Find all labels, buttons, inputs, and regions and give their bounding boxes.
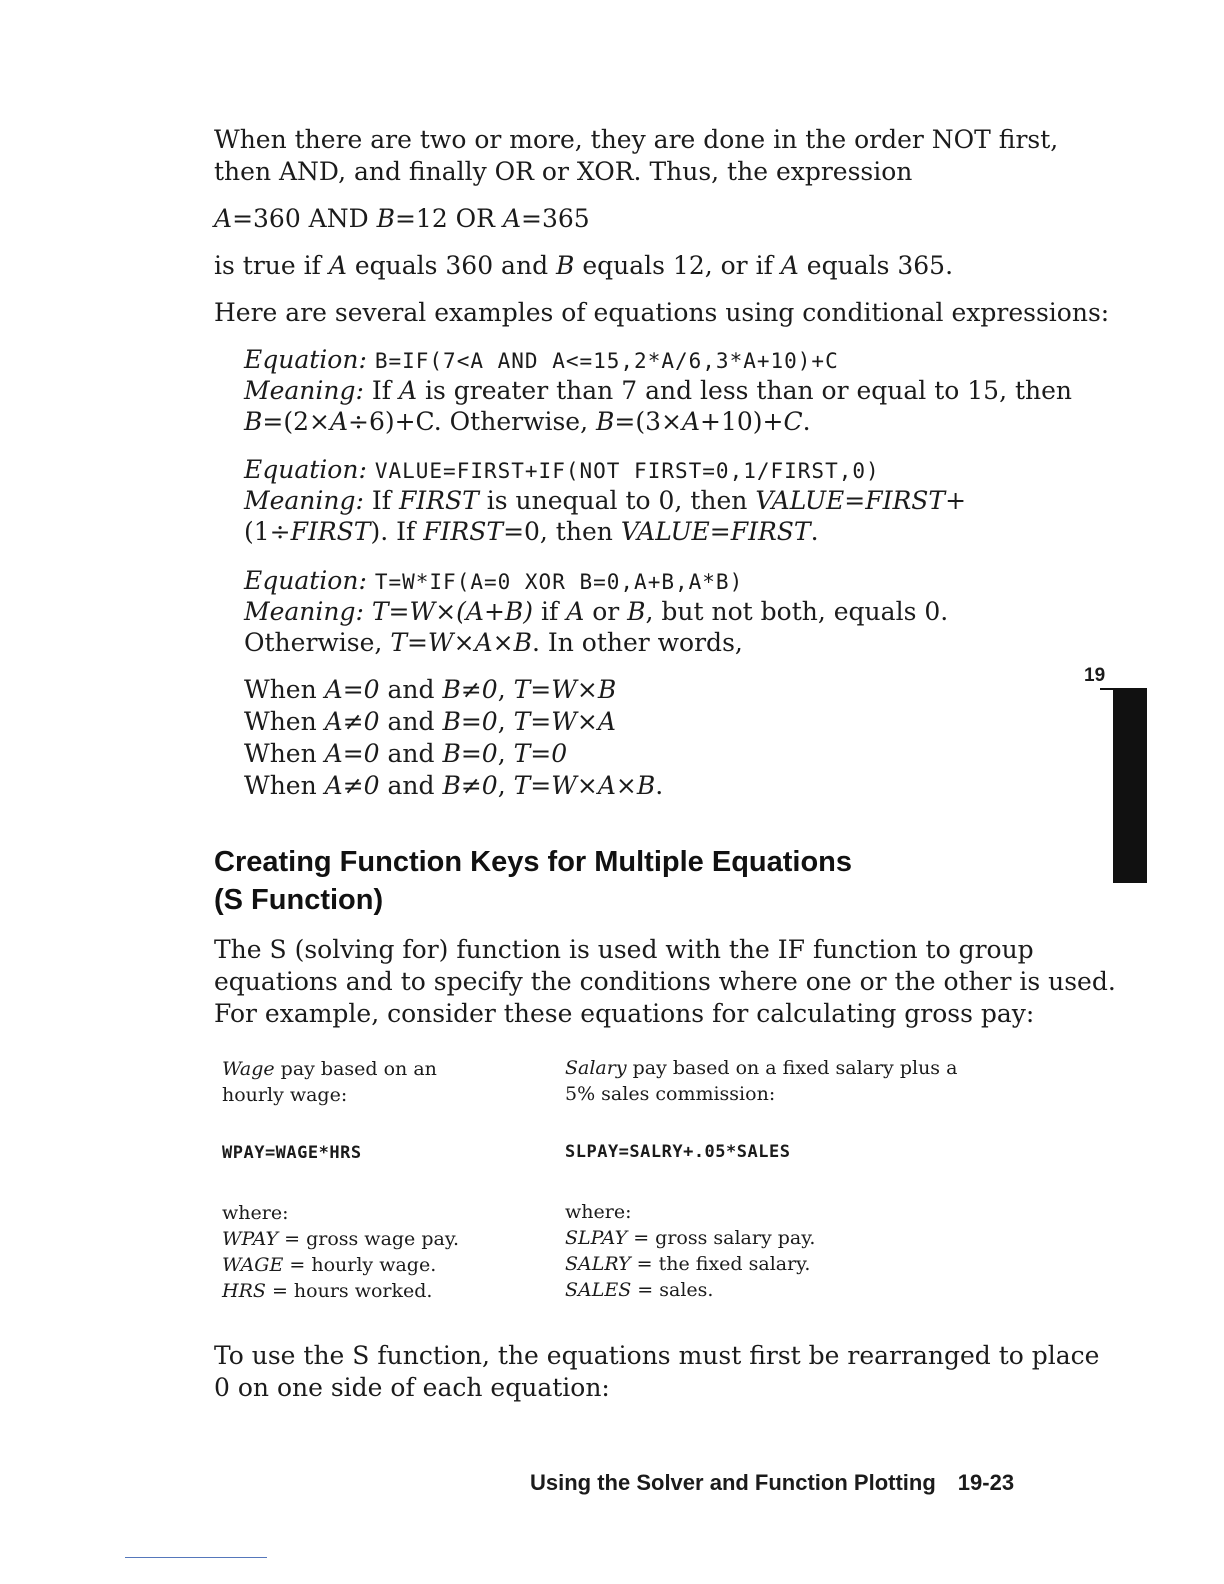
section-paragraph-line-2: equations and to specify the conditions where one or the other is used. xyxy=(214,967,1116,996)
expression-explanation: is true if A equals 360 and B equals 12, or if A equals 365. xyxy=(214,251,954,280)
chapter-tab-number: 19 xyxy=(1084,665,1106,686)
closing-line-2: 0 on one side of each equation: xyxy=(214,1373,610,1402)
salary-equation: SLPAY=SALRY+.05*SALES xyxy=(565,1142,791,1162)
salary-definition: SALES = sales. xyxy=(565,1279,714,1301)
example-1-meaning-line-2: B=(2×A÷6)+C. Otherwise, B=(3×A+10)+C. xyxy=(244,407,811,436)
meaning-label: Meaning: xyxy=(244,376,364,405)
wage-title: Wage pay based on an xyxy=(222,1058,437,1080)
equation-code: VALUE=FIRST+IF(NOT FIRST=0,1/FIRST,0) xyxy=(374,459,880,483)
salary-title: Salary pay based on a fixed salary plus a xyxy=(565,1057,958,1079)
equation-label: Equation: xyxy=(244,345,367,374)
chapter-tab-rule xyxy=(1100,688,1114,690)
equation-code: T=W*IF(A=0 XOR B=0,A+B,A*B) xyxy=(374,570,744,594)
page-footer xyxy=(530,1470,1014,1496)
equation-code: B=IF(7<A AND A<=15,2*A/6,3*A+10)+C xyxy=(374,349,839,373)
closing-line-1: To use the S function, the equations must first be rearranged to place xyxy=(214,1341,1100,1370)
var-a: A xyxy=(214,204,233,233)
example-2-meaning-line-2: (1÷FIRST). If FIRST=0, then VALUE=FIRST. xyxy=(244,517,819,546)
intro-line-1: When there are two or more, they are done in the order NOT first, xyxy=(214,125,1059,154)
wage-column: Wage pay based on an hourly wage: WPAY=WAGE*HRS where: WPAY = gross wage pay. WAGE = hourly wage. HRS = hours worked. xyxy=(222,1058,460,1302)
salary-definition: SLPAY = gross salary pay. xyxy=(565,1227,816,1249)
case-line: When A=0 and B=0, T=0 xyxy=(244,739,568,768)
meaning-label: Meaning: xyxy=(244,486,364,515)
example-2-meaning-line-1: Meaning: If FIRST is unequal to 0, then VALUE=FIRST+ xyxy=(244,486,967,515)
salary-definition: SALRY = the fixed salary. xyxy=(565,1253,811,1275)
example-3-meaning-line-2: Otherwise, T=W×A×B. In other words, xyxy=(244,628,743,657)
scan-edge-line xyxy=(125,1557,267,1558)
example-2-equation xyxy=(244,454,880,487)
salary-where: where: xyxy=(565,1201,632,1223)
case-line: When A=0 and B≠0, T=W×B xyxy=(244,675,617,704)
page-number: 19-23 xyxy=(957,1470,1015,1495)
wage-definition: HRS = hours worked. xyxy=(222,1280,433,1302)
section-heading: Creating Function Keys for Multiple Equations (S Function) xyxy=(214,846,853,916)
example-1-meaning-line-1: Meaning: If A is greater than 7 and less than or equal to 15, then xyxy=(244,376,1073,405)
examples-intro: Here are several examples of equations using conditional expressions: xyxy=(214,298,1110,327)
equation-label: Equation: xyxy=(244,566,367,595)
var-a: A xyxy=(502,204,522,233)
footer-title: Using the Solver and Function Plotting xyxy=(530,1470,936,1495)
intro-line-2: then AND, and finally OR or XOR. Thus, the expression xyxy=(214,157,913,186)
chapter-tab-marker xyxy=(1113,688,1147,883)
equation-label: Equation: xyxy=(244,455,367,484)
section-paragraph-line-3: For example, consider these equations for calculating gross pay: xyxy=(214,999,1035,1028)
case-line: When A≠0 and B=0, T=W×A xyxy=(244,707,616,736)
var-b: B xyxy=(376,204,395,233)
example-3-equation xyxy=(244,565,743,598)
wage-definition: WPAY = gross wage pay. xyxy=(222,1228,460,1250)
wage-equation: WPAY=WAGE*HRS xyxy=(222,1143,362,1163)
section-paragraph-line-1: The S (solving for) function is used with the IF function to group xyxy=(214,935,1034,964)
salary-column: Salary pay based on a fixed salary plus a 5% sales commission: SLPAY=SALRY+.05*SALES where: SLPAY = gross salary pay. SALRY = the fixed salary. SALES = sales. xyxy=(565,1057,958,1301)
example-1-equation xyxy=(244,344,839,377)
wage-where: where: xyxy=(222,1202,289,1224)
wage-definition: WAGE = hourly wage. xyxy=(222,1254,437,1276)
example-expression: A=360 AND B=12 OR A=365 xyxy=(214,204,590,233)
case-line: When A≠0 and B≠0, T=W×A×B. xyxy=(244,771,664,800)
example-3-meaning-line-1: Meaning: T=W×(A+B) if A or B, but not both, equals 0. xyxy=(244,597,949,626)
meaning-label: Meaning: xyxy=(244,597,364,626)
